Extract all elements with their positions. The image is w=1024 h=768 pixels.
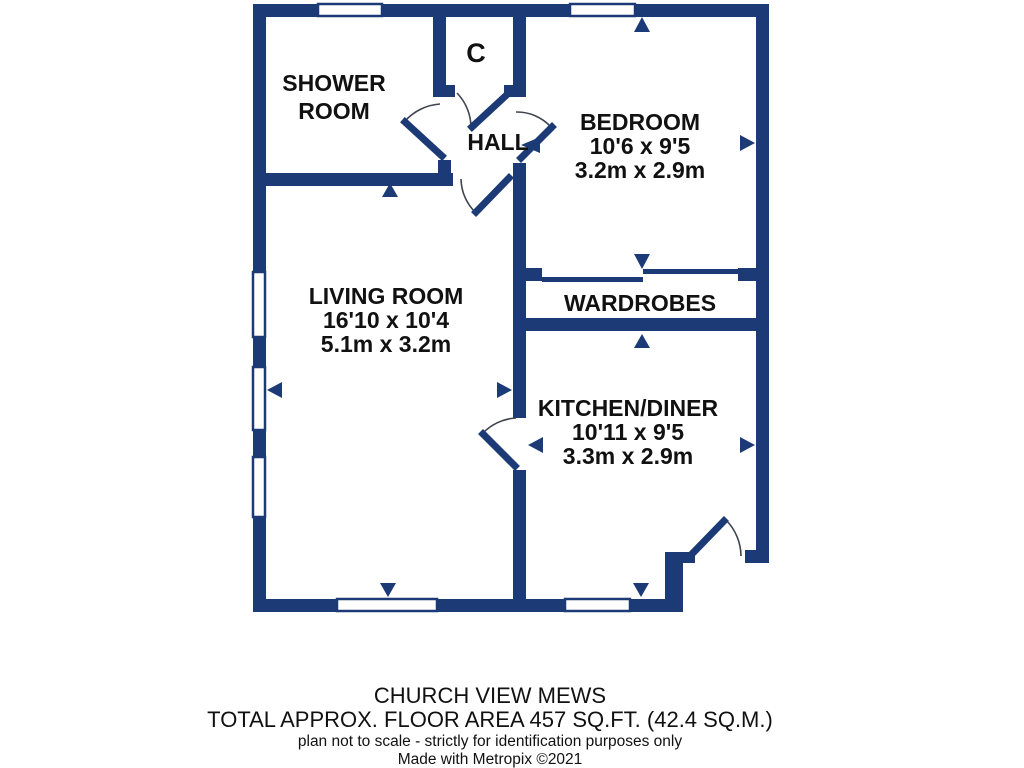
wall-hall-stub bbox=[438, 160, 451, 174]
wall-center-lower bbox=[513, 470, 526, 612]
wall-wardrobe-left-block bbox=[526, 268, 542, 281]
room-size-living-metric: 5.1m x 3.2m bbox=[320, 331, 452, 357]
wall-wardrobe-bottom bbox=[513, 318, 769, 331]
wall-center-middle bbox=[513, 163, 526, 418]
room-size-bedroom-metric: 3.2m x 2.9m bbox=[574, 157, 706, 183]
room-label-wardrobes: WARDROBES bbox=[563, 290, 717, 316]
door-arc-cupboard bbox=[457, 93, 471, 128]
measure-arrow-kitchen-left bbox=[528, 437, 543, 453]
door-arc-living bbox=[461, 179, 475, 212]
measure-arrow-kitchen-top bbox=[634, 334, 650, 348]
wall-shower-cupboard-divider bbox=[433, 4, 446, 97]
wall-entrance-right-foot bbox=[745, 550, 769, 563]
measure-arrow-living-left bbox=[267, 382, 282, 398]
room-label-hall: HALL bbox=[467, 129, 529, 155]
measure-arrow-bedroom-top bbox=[634, 17, 650, 32]
window-living-left-3 bbox=[253, 457, 265, 517]
room-size-kitchen-imperial: 10'11 x 9'5 bbox=[572, 419, 684, 445]
door-leaf-shower bbox=[405, 122, 442, 156]
wall-right bbox=[756, 4, 769, 563]
measure-arrow-living-right bbox=[497, 382, 512, 398]
wall-center-upper bbox=[513, 4, 526, 97]
door-arc-entrance bbox=[726, 520, 741, 556]
window-living-left-1 bbox=[253, 272, 265, 337]
room-label-shower-line1: SHOWER bbox=[282, 70, 386, 96]
room-label-cupboard: C bbox=[466, 38, 486, 68]
door-leaf-entrance bbox=[690, 521, 724, 556]
caption-property-name: CHURCH VIEW MEWS bbox=[373, 683, 607, 708]
room-label-kitchen: KITCHEN/DINER bbox=[537, 395, 719, 421]
room-size-kitchen-metric: 3.3m x 2.9m bbox=[562, 443, 694, 469]
wall-wardrobe-right-block bbox=[738, 268, 769, 281]
caption-disclaimer: plan not to scale - strictly for identification purposes only bbox=[297, 733, 683, 750]
room-label-shower-line2: ROOM bbox=[298, 98, 370, 124]
measure-arrow-kitchen-right bbox=[740, 437, 755, 453]
measure-arrow-bedroom-right bbox=[740, 135, 755, 151]
room-size-living-imperial: 16'10 x 10'4 bbox=[322, 307, 450, 333]
wall-entrance-step bbox=[665, 552, 683, 612]
wall-jamb-cupboard-left bbox=[446, 85, 455, 97]
caption-total-area: TOTAL APPROX. FLOOR AREA 457 SQ.FT. (42.4 SQ.M.) bbox=[207, 707, 773, 732]
wall-shower-bottom bbox=[253, 173, 453, 186]
door-arc-bedroom bbox=[516, 112, 551, 127]
caption-credit: Made with Metropix ©2021 bbox=[397, 751, 583, 768]
door-leaf-living bbox=[476, 178, 509, 212]
measure-arrow-kitchen-bottom bbox=[633, 583, 649, 597]
measure-arrow-living-bottom bbox=[380, 583, 396, 597]
door-arc-shower bbox=[405, 104, 440, 121]
window-living-left-2 bbox=[253, 367, 265, 430]
door-leaf-cupboard bbox=[472, 90, 512, 127]
window-bedroom-top bbox=[570, 4, 635, 16]
measure-arrow-bedroom-bottom bbox=[634, 254, 650, 269]
wardrobe-sliding-door-back bbox=[643, 269, 740, 274]
room-label-living: LIVING ROOM bbox=[308, 283, 464, 309]
window-shower-top bbox=[318, 4, 382, 16]
door-arc-kitchen bbox=[482, 418, 516, 434]
door-leaf-kitchen bbox=[483, 434, 515, 466]
wardrobe-sliding-door-front bbox=[542, 277, 643, 282]
room-label-bedroom: BEDROOM bbox=[579, 109, 701, 135]
window-living-bottom bbox=[337, 599, 437, 611]
room-size-bedroom-imperial: 10'6 x 9'5 bbox=[589, 133, 691, 159]
window-kitchen-bottom bbox=[565, 599, 630, 611]
